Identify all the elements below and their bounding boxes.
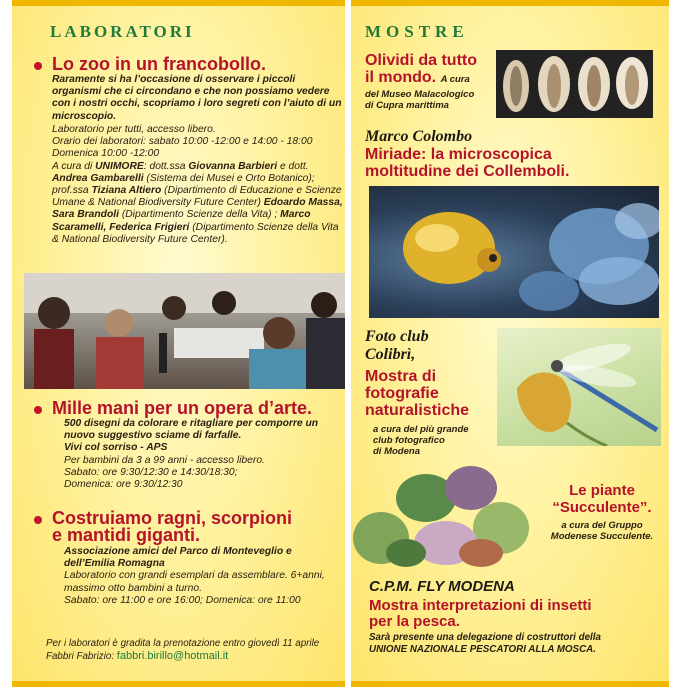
footer-email-link[interactable]: fabbri.birillo@hotmail.it	[116, 650, 229, 663]
lab3-title	[52, 510, 292, 544]
show1-title	[365, 52, 477, 86]
lab3-title-line-2: e mantidi giganti.	[52, 525, 201, 545]
show3-credit-3: di Modena	[373, 446, 420, 457]
show3-title-line-1: Mostra di	[365, 368, 437, 385]
footer-contact-name: Fabbri Fabrizio:	[46, 651, 117, 663]
show3-org-line-2: Colibrì,	[365, 346, 416, 363]
succulents-illustration	[351, 458, 531, 568]
lab3-title-line-1: Costruiamo ragni, scorpioni	[52, 508, 293, 528]
springtail-photo	[369, 186, 659, 318]
lab2-hours-1: Sabato: ore 9:30/12:30 e 14:30/18:30;	[64, 466, 238, 478]
classroom-photo	[24, 273, 345, 389]
show4-title	[547, 482, 657, 516]
lab1-intro: Raramente si ha l’occasione di osservare i piccoli organismi che ci circondano e che non possiamo vedere con i nostri occhi, scopriamo i loro segreti con l’aiuto di un microscopio.	[52, 74, 342, 122]
lab1-hours-1: Orario dei laboratori: sabato 10:00 -12:00 e 14:00 - 18:00	[52, 136, 313, 148]
lab3-hours: Sabato: ore 11:00 e ore 16:00; Domenica: ore 11:00	[64, 594, 301, 606]
credits-name-1: Giovanna Barbieri	[188, 160, 278, 172]
show5-org: C.P.M. FLY MODENA	[369, 578, 515, 595]
show1-title-line-2: il mondo.	[365, 69, 437, 86]
footer-line-1: Per i laboratori è gradita la prenotazione entro giovedì 11 aprile	[46, 638, 320, 649]
credits-part-1: : dott.ssa	[143, 160, 189, 172]
lab1-details	[52, 124, 344, 246]
lab2-title: Mille mani per un opera d’arte.	[52, 398, 313, 418]
show2-author: Marco Colombo	[365, 128, 473, 145]
lab1-credits	[52, 161, 344, 246]
dragonfly-illustration	[497, 328, 661, 446]
credits-part-2: e dott.	[277, 160, 309, 172]
show3-title-line-3: naturalistiche	[365, 402, 470, 419]
show1-credit	[365, 89, 474, 111]
shells-photo	[496, 50, 653, 118]
show1-credit-3: di Cupra marittima	[365, 100, 449, 111]
lab2-age: Per bambini da 3 a 99 anni - accesso libero.	[64, 454, 265, 466]
top-ribbon-right	[351, 0, 669, 6]
credits-part-4: (Dipartimento di Educazione e Scienze Umane & National Biodiversity Future Center)	[52, 185, 342, 209]
bottom-ribbon-right	[351, 681, 669, 687]
classroom-photo-illustration	[24, 273, 345, 389]
show3-title	[365, 368, 469, 419]
lab3-details	[64, 546, 339, 607]
shells-illustration	[496, 50, 653, 118]
show4-title-line-2: “Succulente”.	[552, 499, 652, 516]
show4-credit	[547, 520, 657, 542]
dragonfly-photo	[497, 328, 661, 446]
credits-name-5: Marco Scaramelli, Federica Frigieri	[52, 209, 311, 233]
credits-lead: A cura di	[52, 160, 96, 172]
lab3-desc: Laboratorio con grandi esemplari da assemblare. 6+anni, massimo otto bambini a turno.	[64, 570, 325, 594]
show4-credit-2: Modenese Succulente.	[550, 531, 654, 542]
lab1-access: Laboratorio per tutti, accesso libero.	[52, 124, 216, 135]
show1-credit-1: A cura	[440, 74, 470, 85]
lab2-details	[64, 418, 344, 491]
show5-title-line-2: per la pesca.	[369, 613, 460, 630]
bottom-ribbon	[12, 681, 345, 687]
show3-credit	[373, 424, 469, 457]
show3-org	[365, 328, 429, 364]
credits-part-5: (Dipartimento Scienze della Vita) ;	[118, 209, 281, 221]
mostre-column	[351, 0, 669, 687]
show4-credit-1: a cura del Gruppo	[561, 520, 643, 531]
credits-name-4: Edoardo Massa, Sara Brandoli	[52, 197, 343, 221]
show3-credit-2: club fotografico	[373, 435, 445, 446]
credits-name-3: Tiziana Altiero	[91, 185, 162, 197]
bullet-lab3	[34, 516, 42, 524]
show1-title-line-1: Olividi da tutto	[365, 52, 477, 69]
show2-title-line-2: moltitudine dei Collemboli.	[365, 163, 570, 180]
show5-title	[369, 598, 592, 630]
springtail-illustration	[369, 186, 659, 318]
footer-note	[46, 638, 344, 663]
show5-desc-line-1: Sarà presente una delegazione di costruttori della	[369, 632, 601, 643]
show5-title-line-1: Mostra interpretazioni di insetti	[369, 597, 592, 614]
mostre-heading: MOSTRE	[365, 22, 469, 41]
lab2-desc: 500 disegni da colorare e ritagliare per comporre un nuovo suggestivo sciame di farfalle.	[64, 418, 319, 442]
succulents-photo	[351, 458, 531, 568]
footer-line-2	[46, 650, 344, 663]
lab1-title: Lo zoo in un francobollo.	[52, 54, 266, 74]
credits-org: UNIMORE	[95, 160, 144, 172]
bullet-lab1	[34, 62, 42, 70]
lab2-hours-2: Domenica: ore 9:30/12:30	[64, 479, 183, 491]
top-ribbon	[12, 0, 345, 6]
show3-org-line-1: Foto club	[365, 328, 429, 345]
show5-desc-line-2: UNIONE NAZIONALE PESCATORI ALLA MOSCA.	[369, 644, 596, 655]
lab2-org: Vivi col sorriso - APS	[64, 442, 168, 454]
show3-title-line-2: fotografie	[365, 385, 439, 402]
show4-title-line-1: Le piante	[569, 482, 635, 499]
show1-credit-2: del Museo Malacologico	[365, 89, 475, 100]
show5-desc	[369, 632, 601, 656]
credits-part-3: (Sistema dei Musei e Orto Botanico); prof.ssa	[52, 172, 315, 197]
laboratori-heading: LABORATORI	[50, 22, 195, 41]
credits-name-2: Andrea Gambarelli	[52, 172, 144, 184]
show2-title-line-1: Miriade: la microscopica	[365, 146, 552, 163]
show2-title	[365, 146, 569, 180]
show3-credit-1: a cura del più grande	[373, 424, 469, 435]
lab1-hours-2: Domenica 10:00 -12:00	[52, 148, 160, 160]
laboratori-column	[12, 0, 345, 687]
bullet-lab2	[34, 406, 42, 414]
lab3-org: Associazione amici del Parco di Monteveglio e dell’Emilia Romagna	[64, 546, 292, 570]
credits-part-6: (Dipartimento Scienze della Vita & National Biodiversity Future Center).	[52, 221, 339, 245]
